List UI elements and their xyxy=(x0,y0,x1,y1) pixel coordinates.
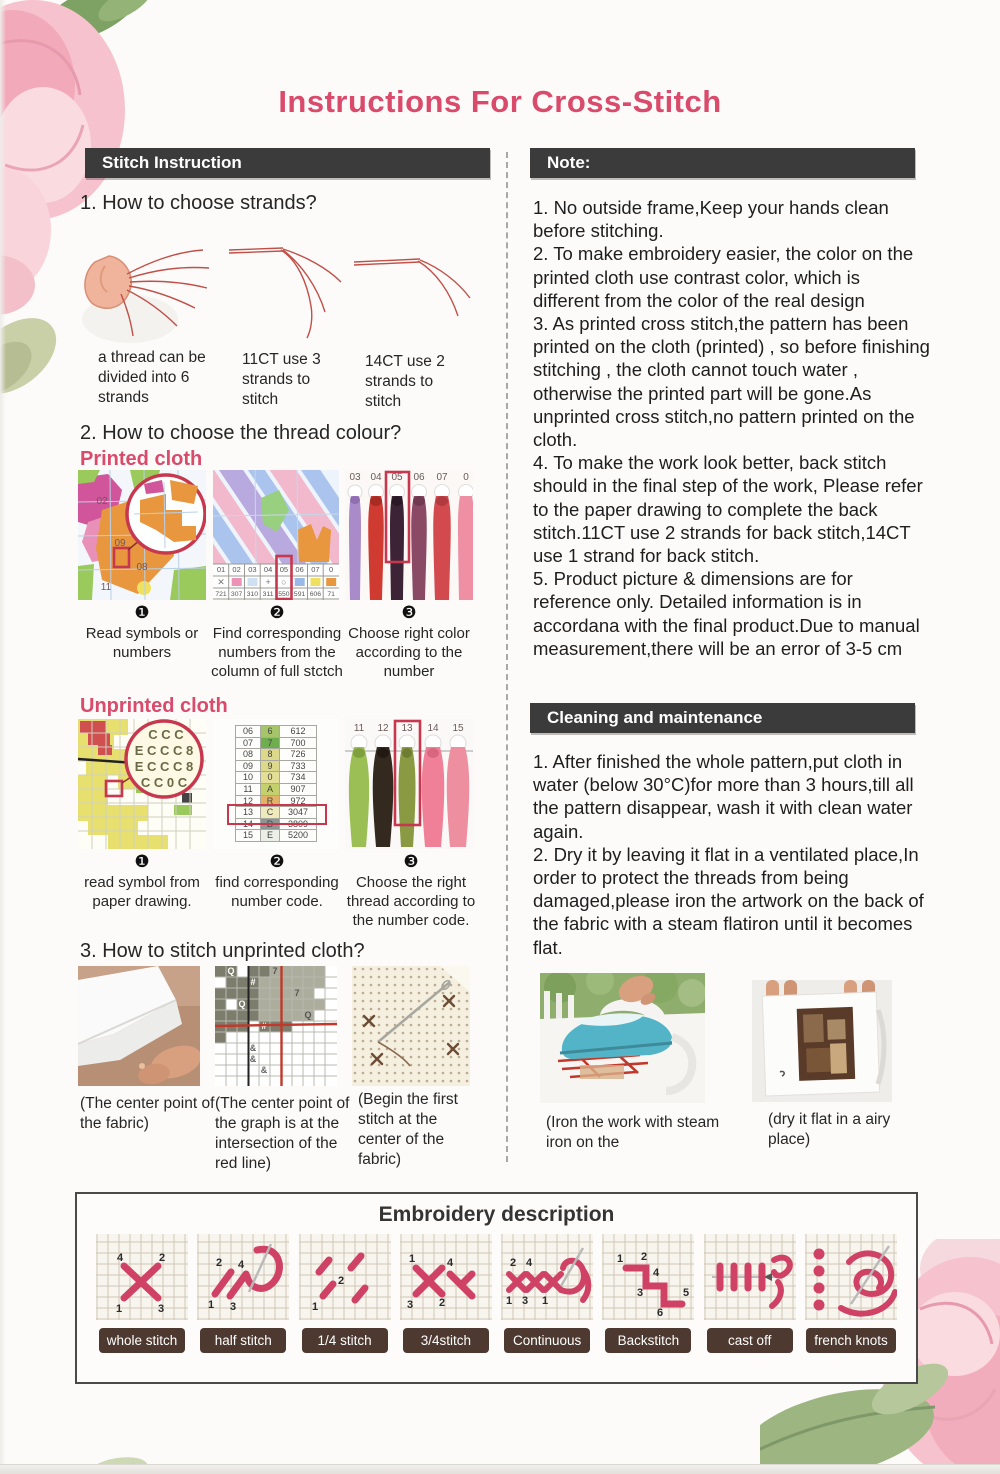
unprinted-step-2 xyxy=(206,852,348,911)
svg-text:0: 0 xyxy=(329,565,334,574)
step-number-icon: ❸ xyxy=(401,603,417,622)
stitch-label: 3/4stitch xyxy=(403,1328,489,1353)
svg-text:Q: Q xyxy=(227,966,235,976)
svg-text:○: ○ xyxy=(281,577,287,587)
chart-center-image xyxy=(215,966,337,1086)
svg-text:C C C: C C C xyxy=(148,727,184,742)
unprinted-step-3 xyxy=(336,852,486,930)
svg-text:07: 07 xyxy=(436,472,448,483)
svg-text:3: 3 xyxy=(157,1303,165,1315)
stitch-column xyxy=(196,1234,290,1353)
q1-heading: 1. How to choose strands? xyxy=(80,192,317,214)
stitch-column xyxy=(703,1234,797,1353)
thread-six-strands-image xyxy=(75,224,215,344)
svg-text:5: 5 xyxy=(683,1287,690,1299)
leaf-decoration-left xyxy=(0,306,64,406)
printed-step-2 xyxy=(206,603,348,681)
q3-caption-1: (The center point of the fabric) xyxy=(80,1095,215,1132)
unprinted-step-1-caption: read symbol from paper drawing. xyxy=(84,874,200,910)
q3-caption-3: (Begin the first stitch at the center of the fabric) xyxy=(358,1091,458,1168)
cleaning-header: Cleaning and maintenance xyxy=(530,703,915,733)
stitch-label: whole stitch xyxy=(99,1328,186,1353)
column-divider xyxy=(506,152,508,1162)
q1-caption-2: 11CT use 3 strands to stitch xyxy=(242,351,321,408)
svg-text:1: 1 xyxy=(115,1303,123,1315)
embroidery-tiles-row xyxy=(77,1234,916,1353)
list-item: 3. As printed cross stitch,the pattern has been printed on the cloth (printed) , so before finishing stitching , the cloth cannot touch water , otherwise the printed part will be gone.As unprinted cross stitch,no pattern printed on the cloth. xyxy=(533,313,930,451)
folded-fabric-photo xyxy=(78,966,200,1086)
svg-text:C C 0 C: C C 0 C xyxy=(140,775,188,790)
svg-text:05: 05 xyxy=(391,472,403,483)
printed-pattern-image xyxy=(78,470,206,600)
svg-text:04: 04 xyxy=(370,472,382,483)
printed-cloth-label: Printed cloth xyxy=(80,448,203,470)
iron-caption: (Iron the work with steam iron on the xyxy=(546,1114,720,1151)
list-item: 2. To make embroidery easier, the color on the printed cloth use contrast color, which is different from the color of the real design xyxy=(533,243,914,311)
code-table-row: 11 A 907 xyxy=(236,783,317,795)
svg-text:1: 1 xyxy=(208,1299,215,1311)
svg-text:1: 1 xyxy=(506,1295,513,1307)
number-code-table-image xyxy=(213,719,339,849)
svg-text:11: 11 xyxy=(100,582,112,593)
svg-text:07: 07 xyxy=(311,565,320,574)
stitch-instruction-header: Stitch Instruction xyxy=(85,148,490,178)
unprinted-cloth-label: Unprinted cloth xyxy=(80,695,228,717)
page-title: Instructions For Cross-Stitch xyxy=(278,84,722,119)
svg-text:03: 03 xyxy=(248,565,257,574)
svg-text:#: # xyxy=(250,977,256,987)
code-table-row: 09 9 733 xyxy=(236,760,317,772)
svg-text:1: 1 xyxy=(311,1301,318,1313)
code-table-row: 13 C 3047 xyxy=(236,807,317,819)
stitch-column xyxy=(399,1234,493,1353)
code-table-row: 10 0 734 xyxy=(236,772,317,784)
thread-three-strands-image xyxy=(225,234,345,342)
svg-text:12: 12 xyxy=(377,723,389,734)
svg-text:E C C C 8: E C C C 8 xyxy=(134,759,194,774)
list-item: 1. After finished the whole pattern,put cloth in water (below 30°C)for more than 3 hours,till all the pattern disappear, wash it with clean water again. xyxy=(533,751,914,842)
svg-text:02: 02 xyxy=(96,496,108,507)
svg-text:721: 721 xyxy=(215,591,227,598)
svg-text:✕: ✕ xyxy=(217,577,225,587)
iron-photo xyxy=(540,973,705,1103)
code-table-row: 07 7 700 xyxy=(236,737,317,749)
printed-step-3-caption: Choose right color according to the number xyxy=(348,625,470,680)
unprinted-step-3-caption: Choose the right thread according to the number code. xyxy=(346,874,476,929)
svg-text:2: 2 xyxy=(337,1275,344,1287)
svg-text:7: 7 xyxy=(272,966,278,976)
svg-text:606: 606 xyxy=(309,591,322,598)
svg-text:01: 01 xyxy=(216,565,226,574)
half-stitch-diagram xyxy=(197,1234,289,1320)
whole-stitch-diagram xyxy=(96,1234,188,1320)
dry-caption: (dry it flat in a airy place) xyxy=(768,1111,891,1148)
printed-step-1-caption: Read symbols or numbers xyxy=(85,625,199,661)
code-table-row: 15 E 5200 xyxy=(236,830,317,842)
svg-text:06: 06 xyxy=(295,565,304,574)
list-item: 4. To make the work look better, back stitch should in the final step of the work, Please refer to the paper drawing to complete the back stitch.11CT use 2 strands for back stitch,14CT use 1 strand for back stitch. xyxy=(533,452,923,567)
svg-text:04: 04 xyxy=(263,565,273,574)
svg-text:2: 2 xyxy=(510,1257,517,1269)
svg-text:2: 2 xyxy=(216,1257,223,1269)
code-table-row: 06 6 612 xyxy=(236,726,317,738)
svg-text:1: 1 xyxy=(408,1253,415,1265)
list-item: 2. Dry it by leaving it flat in a ventilated place,In order to protect the threads from being damaged,please iron the artwork on the back of the fabric with a steam flatiron until it becomes flat. xyxy=(533,843,924,958)
list-item: 1. No outside frame,Keep your hands clean before stitching. xyxy=(533,197,889,242)
svg-text:3: 3 xyxy=(522,1295,529,1307)
svg-text:15: 15 xyxy=(452,723,464,734)
svg-text:&: & xyxy=(249,1054,257,1064)
svg-text:591: 591 xyxy=(293,591,306,598)
unprinted-step-1 xyxy=(76,852,208,911)
stitch-label: Continuous xyxy=(504,1328,590,1353)
svg-text:1: 1 xyxy=(617,1253,624,1265)
stitch-label: half stitch xyxy=(200,1328,286,1353)
q2-heading: 2. How to choose the thread colour? xyxy=(80,422,402,444)
svg-text:&: & xyxy=(260,1065,268,1075)
needle-fabric-photo xyxy=(352,966,470,1086)
three-quarter-stitch-diagram xyxy=(400,1234,492,1320)
printed-threads-image xyxy=(345,470,473,600)
step-number-icon: ❶ xyxy=(134,852,150,871)
printed-step-1 xyxy=(76,603,208,662)
svg-text:05: 05 xyxy=(279,565,289,574)
step-number-icon: ❷ xyxy=(269,852,285,871)
svg-text:3: 3 xyxy=(230,1301,237,1313)
stitch-label: 1/4 stitch xyxy=(302,1328,388,1353)
stitch-column xyxy=(601,1234,695,1353)
embroidery-title: Embroidery description xyxy=(378,1203,615,1226)
cleaning-list xyxy=(533,750,931,959)
svg-text:307: 307 xyxy=(230,591,243,598)
embroidery-description-box xyxy=(75,1192,918,1384)
backstitch-diagram xyxy=(602,1234,694,1320)
step-number-icon: ❷ xyxy=(269,603,285,622)
printed-symbol-table-image xyxy=(213,470,339,600)
svg-text:06: 06 xyxy=(413,472,425,483)
svg-text:71: 71 xyxy=(327,591,335,598)
svg-text:6: 6 xyxy=(657,1307,664,1319)
unprinted-threads-image xyxy=(345,719,473,849)
svg-text:08: 08 xyxy=(136,562,148,573)
svg-text:11: 11 xyxy=(353,723,365,734)
list-item: 5. Product picture & dimensions are for reference only. Detailed information is in accordana with the final product.Due to manual measurement,there will be an error of 3-5 cm xyxy=(533,568,920,659)
svg-text:&: & xyxy=(249,1043,257,1053)
svg-text:550: 550 xyxy=(278,591,290,598)
step-number-icon: ❶ xyxy=(134,603,150,622)
stitch-column xyxy=(500,1234,594,1353)
note-header: Note: xyxy=(530,148,915,178)
svg-text:4: 4 xyxy=(238,1259,245,1271)
svg-text:3: 3 xyxy=(637,1287,644,1299)
drying-photo xyxy=(752,980,892,1102)
unprinted-chart-image xyxy=(78,719,206,849)
thread-two-strands-image xyxy=(350,240,475,336)
svg-text:09: 09 xyxy=(114,538,126,549)
note-list xyxy=(533,196,931,660)
svg-text:4: 4 xyxy=(116,1252,124,1264)
french-knots-diagram xyxy=(805,1234,897,1320)
svg-text:14: 14 xyxy=(427,723,439,734)
paper-edge-bottom xyxy=(0,1464,1000,1474)
svg-text:Q: Q xyxy=(304,1010,312,1020)
stitch-label: cast off xyxy=(707,1328,793,1353)
cast-off-diagram xyxy=(704,1234,796,1320)
q3-heading: 3. How to stitch unprinted cloth? xyxy=(80,940,365,962)
stitch-column xyxy=(95,1234,189,1353)
svg-text:03: 03 xyxy=(349,472,361,483)
continuous-stitch-diagram xyxy=(501,1234,593,1320)
stitch-label: Backstitch xyxy=(605,1328,691,1353)
stitch-column xyxy=(298,1234,392,1353)
svg-text:02: 02 xyxy=(232,565,241,574)
svg-text:7: 7 xyxy=(294,988,300,998)
svg-text:310: 310 xyxy=(246,591,259,598)
svg-text:311: 311 xyxy=(262,591,274,598)
quarter-stitch-diagram xyxy=(299,1234,391,1320)
printed-step-2-caption: Find corresponding numbers from the column of full stctch xyxy=(211,625,343,680)
svg-text:1: 1 xyxy=(542,1295,549,1307)
printed-step-3 xyxy=(342,603,476,681)
step-number-icon: ❸ xyxy=(403,852,419,871)
paper-edge-left xyxy=(0,0,6,1474)
q1-caption-1: a thread can be divided into 6 strands xyxy=(98,349,206,406)
svg-text:4: 4 xyxy=(526,1257,533,1269)
stitch-column xyxy=(804,1234,898,1353)
svg-text:Q: Q xyxy=(238,999,246,1009)
code-table-row: 14 D 3809 xyxy=(236,818,317,830)
svg-text:2: 2 xyxy=(158,1252,166,1264)
svg-text:4: 4 xyxy=(446,1257,453,1269)
svg-text:4: 4 xyxy=(653,1267,660,1279)
svg-text:2: 2 xyxy=(438,1297,445,1309)
svg-text:+: + xyxy=(265,577,271,587)
svg-text:0: 0 xyxy=(463,472,469,483)
svg-text:3: 3 xyxy=(406,1299,413,1311)
code-table-row: 08 8 726 xyxy=(236,749,317,761)
svg-text:E C C C 8: E C C C 8 xyxy=(134,743,194,758)
svg-text:13: 13 xyxy=(401,723,413,734)
code-table-row: 12 R 972 xyxy=(236,795,317,807)
code-table-highlight-box xyxy=(227,804,327,825)
svg-text:2: 2 xyxy=(641,1251,648,1263)
unprinted-step-2-caption: find corresponding number code. xyxy=(215,874,339,910)
q3-caption-2: (The center point of the graph is at the intersection of the red line) xyxy=(215,1095,350,1172)
q1-caption-3: 14CT use 2 strands to stitch xyxy=(365,353,445,410)
stitch-label: french knots xyxy=(806,1328,896,1353)
